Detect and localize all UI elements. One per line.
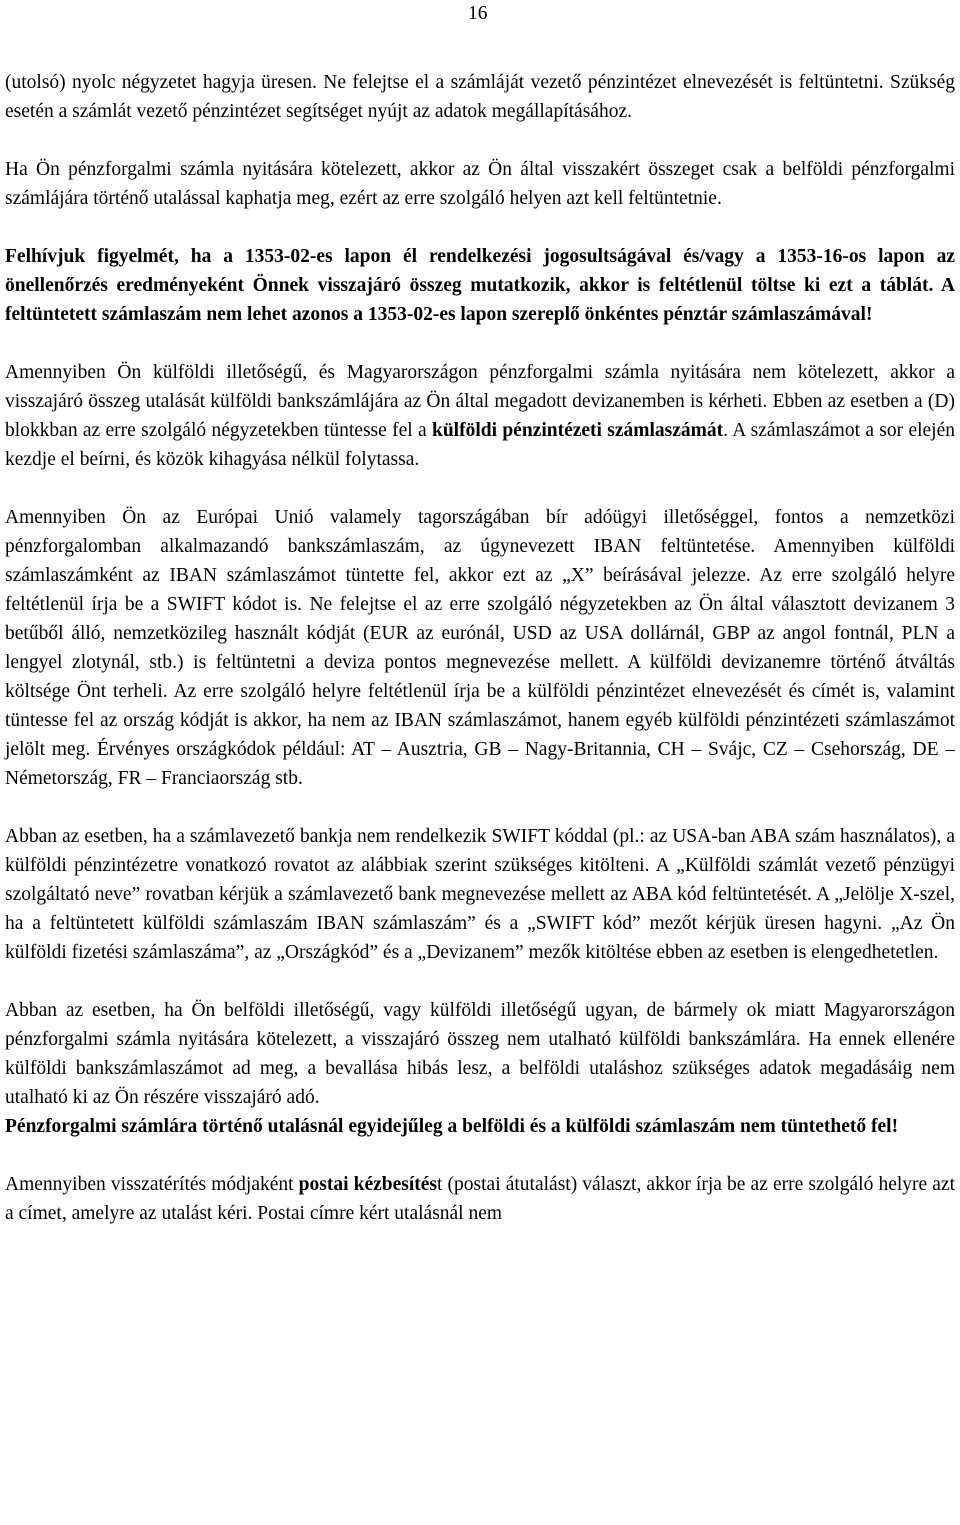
paragraph-text: Abban az esetben, ha a számlavezető bankja nem rendelkezik SWIFT kóddal (pl.: az USA-ban ABA szám használatos), a külföldi pénzintézetre vonatkozó rovatot az alábbiak szerint szükséges kitölteni. A „Külföldi számlát vezető pénzügyi szolgáltató neve” rovatban kérjük a számlavezető bank megnevezése mellett az ABA kód feltüntetését. A „Jelölje X-szel, ha a feltüntetett külföldi számlaszám IBAN számlaszám” és a „SWIFT kód” mezőt kérjük üresen hagyni. „Az Ön külföldi fizetési számlaszáma”, az „Országkód” és a „Devizanem” mezők kitöltése ebben az esetben is elengedhetetlen. bbox=[5, 826, 955, 963]
paragraph-text-bold: külföldi pénzintézeti számlaszámát bbox=[431, 420, 724, 441]
paragraph-text: Amennyiben Ön az Európai Unió valamely tagországában bír adóügyi illetőséggel, fontos a nemzetközi pénzforgalomban alkalmazandó bankszámlaszám, az úgynevezett IBAN feltüntetése. Amennyiben külföldi számlaszámként az IBAN számlaszámot tüntette fel, akkor ezt az „X” beírásával jelezze. Az erre szolgáló helyre feltétlenül írja be a SWIFT kódot is. Ne felejtse el az erre szolgáló négyzetekben az Ön által választott devizanem 3 betűből álló, nemzetközileg használt kódját (EUR az eurónál, USD az USA dollárnál, GBP az angol fontnál, PLN a lengyel zlotynál, stb.) is feltüntetni a deviza pontos megnevezése mellett. A külföldi devizanemre történő átváltás költsége Önt terheli. Az erre szolgáló helyre feltétlenül írja be a külföldi pénzintézet elnevezését és címét is, valamint tüntesse fel az ország kódját is akkor, ha nem az IBAN számlaszámot, hanem egyéb külföldi pénzintézeti számlaszámot jelölt meg. Érvényes országkódok például: AT – Ausztria, GB – Nagy-Britannia, CH – Svájc, CZ – Csehország, DE – Németország, FR – Franciaország stb. bbox=[5, 507, 955, 789]
paragraph-attention-notice bbox=[5, 242, 955, 329]
paragraph-domestic-resident bbox=[5, 996, 955, 1112]
paragraph-text-part2: t (postai átutalást) választ, akkor írja be az erre szolgáló helyre azt a címet, amelyre az utalást kéri. Postai címre kért utalásnál nem bbox=[5, 1174, 956, 1224]
paragraph-warning bbox=[5, 1112, 955, 1141]
paragraph-text-bold: postai kézbesítés bbox=[298, 1174, 438, 1195]
paragraph-iban-swift bbox=[5, 503, 955, 793]
paragraph-account-instructions bbox=[5, 68, 955, 126]
page-number: 16 bbox=[468, 3, 488, 24]
paragraph-text: Ha Ön pénzforgalmi számla nyitására kötelezett, akkor az Ön által visszakért összeget csak a belföldi pénzforgalmi számlájára történő utalással kaphatja meg, ezért az erre szolgáló helyen azt kell feltüntetnie. bbox=[5, 159, 955, 209]
paragraph-text: Pénzforgalmi számlára történő utalásnál egyidejűleg a belföldi és a külföldi számlaszám nem tüntethető fel! bbox=[5, 1116, 899, 1137]
paragraph-text-part1: Amennyiben Ön külföldi illetőségű, és Magyarországon pénzforgalmi számla nyitására nem kötelezett, akkor a visszajáró összeg utalását külföldi bankszámlájára az Ön által megadott devizanemben is kérheti. Ebben az esetben a (D) blokkban az erre szolgáló négyzetekben tüntesse fel a bbox=[5, 362, 955, 441]
paragraph-text-part1: Amennyiben visszatérítés módjaként bbox=[5, 1174, 299, 1195]
paragraph-text: (utolsó) nyolc négyzetet hagyja üresen. Ne felejtse el a számláját vezető pénzintézet elnevezését is feltüntetni. Szükség esetén a számlát vezető pénzintézet segítséget nyújt az adatok megállapításához. bbox=[5, 72, 955, 122]
paragraph-aba-code bbox=[5, 822, 955, 967]
paragraph-text: Felhívjuk figyelmét, ha a 1353-02-es lapon él rendelkezési jogosultságával és/vagy a 1353-16-os lapon az önellenőrzés eredményeként Önnek visszajáró összeg mutatkozik, akkor is feltétlenül töltse ki ezt a táblát. A feltüntetett számlaszám nem lehet azonos a 1353-02-es lapon szereplő önkéntes pénztár számlaszámával! bbox=[5, 246, 955, 325]
paragraph-postal-delivery bbox=[5, 1170, 955, 1228]
paragraph-domestic-payment-account bbox=[5, 155, 955, 213]
paragraph-foreign-resident bbox=[5, 358, 955, 474]
paragraph-text: Abban az esetben, ha Ön belföldi illetőségű, vagy külföldi illetőségű ugyan, de bármely ok miatt Magyarországon pénzforgalmi számla nyitására kötelezett, a visszajáró összeg nem utalható külföldi bankszámlára. Ha ennek ellenére külföldi bankszámlaszámot ad meg, a bevallása hibás lesz, a belföldi utaláshoz szükséges adatok megadásáig nem utalható ki az Ön részére visszajáró adó. bbox=[5, 1000, 955, 1108]
paragraph-text-part2: . A számlaszámot a sor elején kezdje el beírni, és közök kihagyása nélkül folytassa. bbox=[5, 420, 955, 470]
document-body bbox=[5, 68, 955, 1228]
